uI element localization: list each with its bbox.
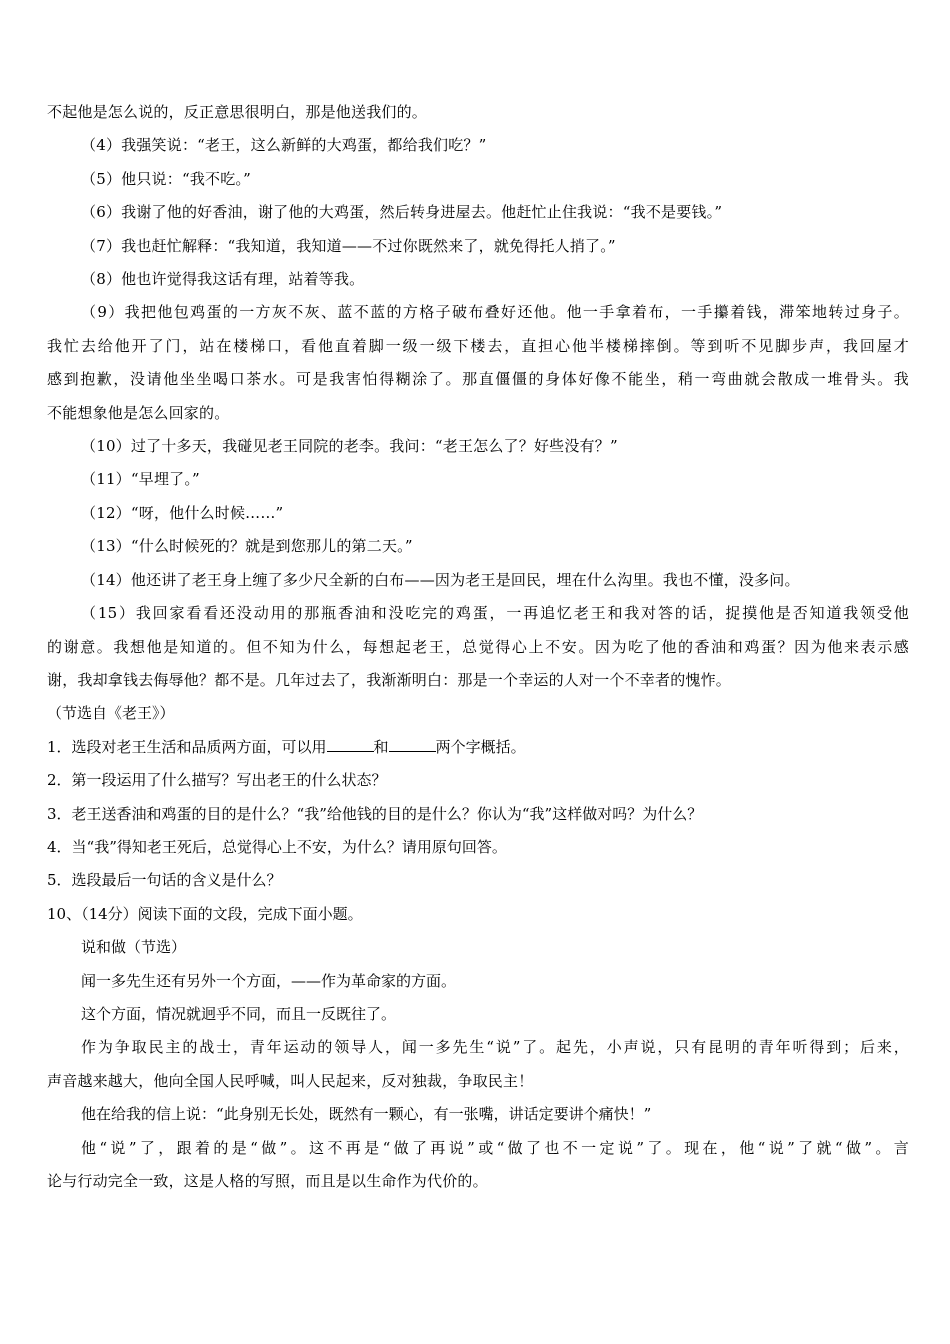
paragraph-9-line: （9）我把他包鸡蛋的一方灰不灰、蓝不蓝的方格子破布叠好还他。他一手拿着布，一手攥着钱，滞笨地转过身子。 <box>81 303 909 322</box>
paragraph-8: （8）他也许觉得我这话有理，站着等我。 <box>81 270 365 289</box>
question-1 <box>47 731 909 764</box>
answer-blank-1[interactable] <box>327 737 374 752</box>
paragraph-7: （7）我也赶忙解释：“我知道，我知道——不过你既然来了，就免得托人捎了。” <box>81 236 616 255</box>
paragraph-4: （4）我强笑说：“老王，这么新鲜的大鸡蛋，都给我们吃？” <box>81 136 487 155</box>
paragraph-15-line: 的谢意。我想他是知道的。但不知为什么，每想起老王，总觉得心上不安。因为吃了他的香油和鸡蛋？因为他来表示感 <box>47 637 909 656</box>
paragraph-15-line: 谢，我却拿钱去侮辱他？都不是。几年过去了，我渐渐明白：那是一个幸运的人对一个不幸者的愧怍。 <box>47 670 732 689</box>
document-page <box>47 96 909 1198</box>
paragraph-12: （12）“呀，他什么时候……” <box>81 503 284 522</box>
paragraph-line: 不起他是怎么说的，反正意思很明白，那是他送我们的。 <box>47 103 428 121</box>
article-paragraph-5-line: 论与行动完全一致，这是人格的写照，而且是以生命作为代价的。 <box>47 1172 488 1190</box>
paragraph-11: （11）“早埋了。” <box>81 470 200 489</box>
question-5: 5．选段最后一句话的含义是什么？ <box>47 871 282 890</box>
article-paragraph-3-line: 作为争取民主的战士，青年运动的领导人，闻一多先生“说”了。起先，小声说，只有昆明的青年听得到；后来， <box>81 1038 909 1057</box>
paragraph-10: （10）过了十多天，我碰见老王同院的老李。我问：“老王怎么了？好些没有？” <box>81 437 618 456</box>
question-1-text-end: 两个字概括。 <box>435 737 526 756</box>
answer-blank-2[interactable] <box>389 737 436 752</box>
paragraph-15-line: （15）我回家看看还没动用的那瓶香油和没吃完的鸡蛋，一再追忆老王和我对答的话，捉摸他是否知道我领受他 <box>81 604 909 623</box>
paragraph-6: （6）我谢了他的好香油，谢了他的大鸡蛋，然后转身进屋去。他赶忙止住我说：“我不是要钱。” <box>81 203 723 222</box>
question-3: 3．老王送香油和鸡蛋的目的是什么？“我”给他钱的目的是什么？你认为“我”这样做对吗？为什么？ <box>47 804 703 823</box>
question-4: 4．当“我”得知老王死后，总觉得心上不安，为什么？请用原句回答。 <box>47 837 507 856</box>
question-2: 2．第一段运用了什么描写？写出老王的什么状态？ <box>47 771 387 790</box>
paragraph-5: （5）他只说：“我不吃。” <box>81 169 251 188</box>
article-paragraph-2: 这个方面，情况就迥乎不同，而且一反既往了。 <box>81 1004 397 1023</box>
section-10-heading: 10、（14分）阅读下面的文段，完成下面小题。 <box>47 904 363 923</box>
paragraph-9-line: 感到抱歉，没请他坐坐喝口茶水。可是我害怕得糊涂了。那直僵僵的身体好像不能坐，稍一弯曲就会散成一堆骨头。我 <box>47 370 909 389</box>
article-title: 说和做（节选） <box>81 938 187 957</box>
question-1-text: 1．选段对老王生活和品质两方面，可以用 <box>47 737 327 756</box>
question-1-connector: 和 <box>373 737 389 756</box>
paragraph-9-line: 不能想象他是怎么回家的。 <box>47 403 230 422</box>
article-paragraph-3-line: 声音越来越大，他向全国人民呼喊，叫人民起来，反对独裁，争取民主！ <box>47 1071 534 1090</box>
paragraph-14: （14）他还讲了老王身上缠了多少尺全新的白布——因为老王是回民，埋在什么沟里。我也不懂，没多问。 <box>81 570 800 589</box>
article-paragraph-4: 他在给我的信上说：“此身别无长处，既然有一颗心，有一张嘴，讲话定要讲个痛快！” <box>81 1105 652 1124</box>
paragraph-13: （13）“什么时候死的？就是到您那儿的第二天。” <box>81 537 413 556</box>
paragraph-9-line: 我忙去给他开了门，站在楼梯口，看他直着脚一级一级下楼去，直担心他半楼梯摔倒。等到听不见脚步声，我回屋才 <box>47 336 909 355</box>
source-note: （节选自《老王》） <box>47 704 175 723</box>
article-paragraph-1: 闻一多先生还有另外一个方面，——作为革命家的方面。 <box>81 971 457 990</box>
article-paragraph-5-line: 他“说”了，跟着的是“做”。这不再是“做了再说”或“做了也不一定说”了。现在，他“说”了就“做”。言 <box>81 1138 909 1157</box>
